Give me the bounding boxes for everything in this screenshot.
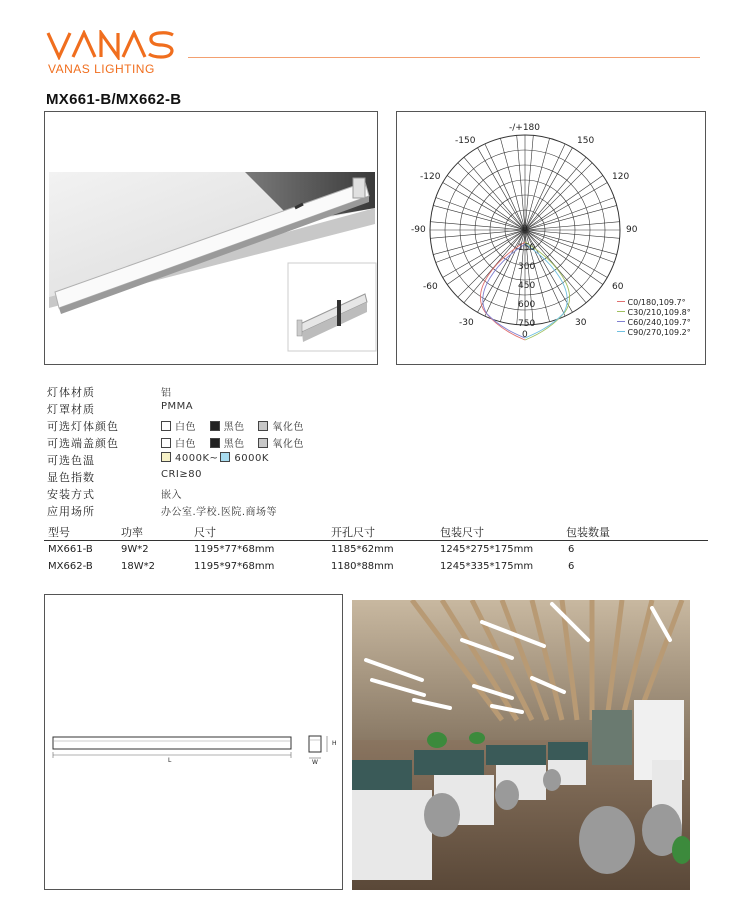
swatch-6000k [220,452,230,462]
office-illustration [352,600,690,890]
swatch-white [161,421,171,431]
angle-label-180: -/+180 [509,123,540,133]
spec-row-cover: 灯罩材质 PMMA [47,401,194,416]
product-photo [44,111,378,365]
angle-label-150: 150 [577,136,595,146]
legend-item: C0/180,109.7° [617,298,703,308]
radial-label-750: 750 [518,319,536,329]
radial-label-600: 600 [518,300,536,310]
product-illustration [45,112,378,365]
angle-label-120: 120 [612,172,630,182]
radial-label-0: 0 [522,224,528,234]
polar-legend [617,298,703,338]
spec-row-application: 应用场所 办公室.学校.医院.商场等 [47,505,278,518]
angle-label-30: 30 [575,318,587,328]
header-divider [188,57,700,58]
swatch-4000k [161,452,171,462]
product-model-title: MX661-B/MX662-B [46,91,182,108]
table-row: MX661-B 9W*2 1195*77*68mm 1185*62mm 1245*275*175mm 6 [48,544,575,555]
swatch-black [210,438,220,448]
angle-label-0: 0 [522,330,528,340]
spec-row-body-color: 可选灯体颜色 白色 黑色 氧化色 [47,420,304,433]
angle-label-n150: -150 [455,136,476,146]
dim-width-label: W [312,759,318,766]
brand-logo [46,30,176,78]
legend-item: C30/210,109.8° [617,308,703,318]
legend-item: C60/240,109.7° [617,318,703,328]
radial-label-450: 450 [518,281,536,291]
legend-item: C90/270,109.2° [617,328,703,338]
spec-row-install: 安装方式 嵌入 [47,488,182,501]
dim-height-label: H [332,740,337,747]
swatch-anodized [258,438,268,448]
application-photo [352,600,690,890]
dim-length-label: L [168,757,172,764]
angle-label-n30: -30 [459,318,474,328]
dimension-drawing [44,594,343,890]
angle-label-n90: -90 [411,225,426,235]
radial-label-150: 150 [518,243,536,253]
angle-label-90: 90 [626,225,638,235]
table-row: MX662-B 18W*2 1195*97*68mm 1180*88mm 1245*335*175mm 6 [48,561,575,572]
light-distribution-diagram [396,111,706,365]
angle-label-60: 60 [612,282,624,292]
spec-row-cap-color: 可选端盖颜色 白色 黑色 氧化色 [47,437,304,450]
spec-row-cri: 显色指数 CRI≥80 [47,469,202,484]
swatch-white [161,438,171,448]
dimension-svg [45,595,344,891]
swatch-black [210,421,220,431]
spec-row-cct: 可选色温 4000K~ 6000K [47,453,269,467]
table-header: 型号 功率 尺寸 开孔尺寸 包装尺寸 包装数量 [44,523,708,541]
swatch-anodized [258,421,268,431]
brand-subtitle: VANAS LIGHTING [48,62,155,76]
radial-label-300: 300 [518,262,536,272]
spec-row-material: 灯体材质 铝 [47,386,172,399]
angle-label-n120: -120 [420,172,441,182]
vanas-logo-mark [46,30,176,60]
angle-label-n60: -60 [423,282,438,292]
